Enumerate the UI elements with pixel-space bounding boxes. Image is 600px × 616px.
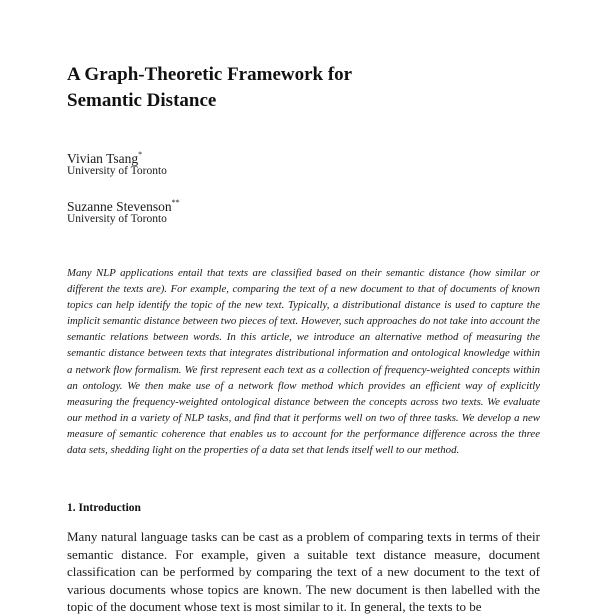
section-heading-introduction: 1. Introduction	[67, 502, 141, 514]
author-2-name: Suzanne Stevenson	[67, 199, 172, 214]
title-line-1: A Graph-Theoretic Framework for	[67, 64, 353, 85]
author-1-name: Vivian Tsang	[67, 151, 139, 166]
author-1-footnote-mark: *	[138, 150, 143, 159]
author-affiliation-2: University of Toronto	[67, 213, 167, 225]
title-line-2: Semantic Distance	[67, 90, 217, 111]
author-2-footnote-mark: **	[171, 198, 180, 207]
abstract: Many NLP applications entail that texts are classified based on their semantic distance (how similar or different the texts are). For example, comparing the text of a new document to that of documents of known topics can help identify the topic of the new text. Typically, a distributional distance is used to capture the implicit semantic distance between two pieces of text. However, such approaches do not take into account the semantic relations between words. In this article, we introduce an alternative method of measuring the semantic distance between texts that integrates distributional information and ontological knowledge within a network flow formalism. We first represent each text as a collection of frequency-weighted concepts within an ontology. We then make use of a network flow method which provides an efficient way of explicitly measuring the frequency-weighted ontological distance between the concepts across two texts. We evaluate our method in a variety of NLP tasks, and find that it performs well on two of three tasks. We develop a new measure of semantic coherence that enables us to account for the performance difference across the three data sets, shedding light on the properties of a data set that lends itself well to our method.	[67, 267, 540, 457]
author-affiliation-1: University of Toronto	[67, 165, 167, 177]
introduction-paragraph: Many natural language tasks can be cast as a problem of comparing texts in terms of their semantic distance. For example, given a suitable text distance measure, document classification can be performed by comparing the text of a new document to the text of various documents whose topics are known. The new document is then labelled with the topic of the document whose text is most similar to it. In general, the texts to be	[67, 529, 540, 614]
paper-title	[67, 62, 537, 114]
